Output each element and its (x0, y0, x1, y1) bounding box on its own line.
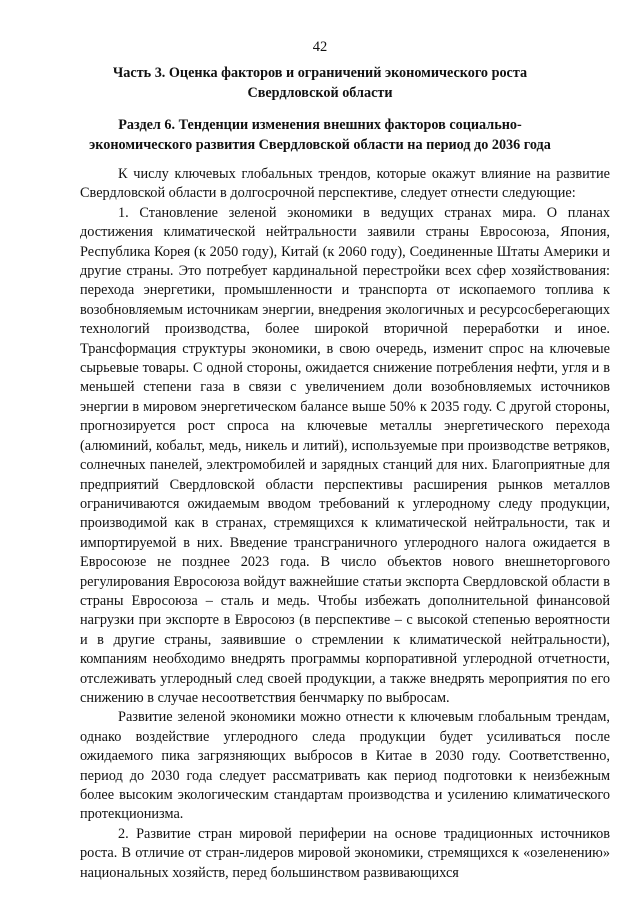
document-body (80, 165, 610, 883)
paragraph-green-economy: 1. Становление зеленой экономики в ведущих странах мира. О планах достижения климатической нейтральности заявили страны Евросоюза, Япония, Республика Корея (к 2050 году), Китай (к 2060 году), Соединенные Штаты Америки и другие страны. Это потребует кардинальной перестройки всех сфер хозяйствования: перехода энергетики, промышленности и транспорта от ископаемого топлива к возобновляемым источникам энергии, внедрения экологичных и ресурсосберегающих технологий производства, более широкой вторичной переработки и иное. Трансформация структуры экономики, в свою очередь, изменит спрос на ключевые сырьевые товары. С одной стороны, ожидается снижение потребления нефти, угля и в меньшей степени газа в связи с увеличением доли возобновляемых источников энергии в мировом энергетическом балансе выше 50% к 2035 году. С другой стороны, прогнозируется рост спроса на ключевые металлы энергетического перехода (алюминий, кобальт, медь, никель и литий), используемые при производстве ветряков, солнечных панелей, электромобилей и зарядных станций для них. Благоприятные для предприятий Свердловской области перспективы расширения рынков металлов ограничиваются ожидаемым вводом требований к углеродному следу продукции, производимой как в странах, стремящихся к климатической нейтральности, так и импортируемой в них. Введение трансграничного углеродного налога ожидается в Евросоюзе не позднее 2023 года. В число объектов нового внешнеторгового регулирования Евросоюза войдут важнейшие статьи экспорта Свердловской области в страны Евросоюза – сталь и медь. Чтобы избежать дополнительной финансовой нагрузки при экспорте в Евросоюз (в перспективе – с высокой степенью вероятности и в другие страны, заявившие о стремлении к климатической нейтральности), компаниям необходимо внедрять программы корпоративной углеродной отчетности, отслеживать углеродный след своей продукции, а также внедрять мероприятия по его снижению в случае несоответствия бенчмарку по выбросам. (80, 204, 610, 706)
paragraph-green-economy-conclusion: Развитие зеленой экономики можно отнести к ключевым глобальным трендам, однако воздействие углеродного следа продукции будет усиливаться после ожидаемого пика загрязняющих выбросов в Китае в 2030 году. Соответственно, период до 2030 года следует рассматривать как период подготовки к неизбежным более высоким экологическим стандартам производства и усилению климатического протекционизма. (80, 709, 610, 823)
part-title: Часть 3. Оценка факторов и ограничений экономического роста Свердловской области (112, 65, 528, 101)
paragraph-intro: К числу ключевых глобальных трендов, которые окажут влияние на развитие Свердловской области в долгосрочной перспективе, следует отнести следующие: (80, 166, 610, 202)
paragraph-periphery: 2. Развитие стран мировой периферии на основе традиционных источников роста. В отличие от стран-лидеров мировой экономики, стремящихся к «озеленению» национальных хозяйств, перед большинством развивающихся (80, 825, 610, 881)
section-title: Раздел 6. Тенденции изменения внешних факторов социально-экономического развития Свердловской области на период до 2036 года (89, 117, 551, 153)
page-number: 42 (312, 39, 328, 55)
